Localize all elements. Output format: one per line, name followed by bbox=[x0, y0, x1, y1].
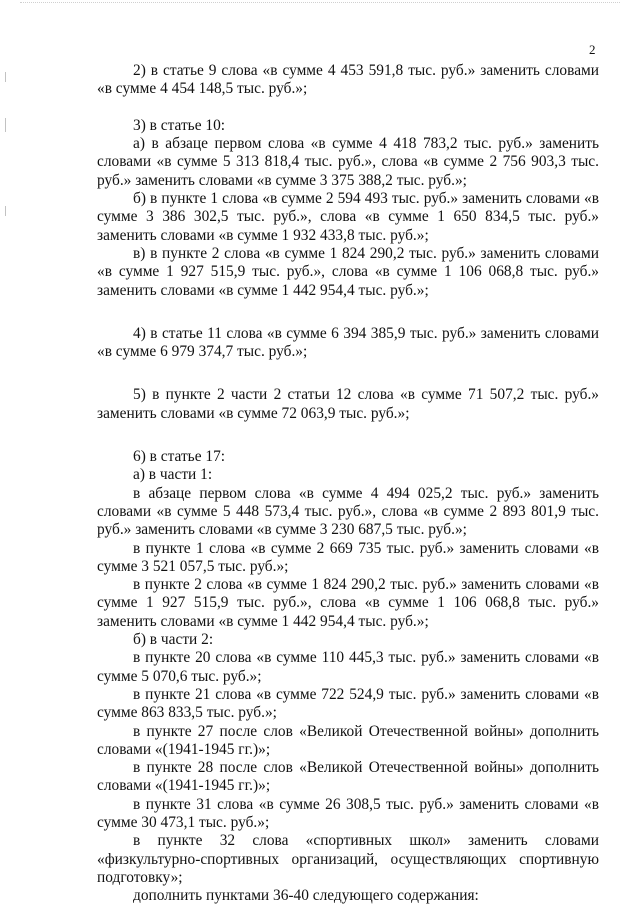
paragraph-item-2: 2) в статье 9 слова «в сумме 4 453 591,8 тыс. руб.» заменить словами «в сумме 4 454 148,5 тыс. руб.»; bbox=[97, 62, 599, 98]
paragraph-item-6a-3: в пункте 2 слова «в сумме 1 824 290,2 тыс. руб.» заменить словами «в сумме 1 927 515,9 тыс. руб.», слова «в сумме 1 106 068,8 тыс. руб.» заменить словами «в сумме 1 442 954,4 тыс. руб.»; bbox=[97, 576, 599, 630]
paragraph-item-6a-1: в абзаце первом слова «в сумме 4 494 025,2 тыс. руб.» заменить словами «в сумме 5 448 573,4 тыс. руб.», слова «в сумме 2 893 801,9 тыс. руб.» заменить словами «в сумме 3 230 687,5 тыс. руб.»; bbox=[97, 484, 599, 539]
spacer bbox=[97, 361, 599, 386]
paragraph-item-6b-3: в пункте 27 после слов «Великой Отечественной войны» дополнить словами «(1941-1945 гг.)»; bbox=[97, 722, 599, 758]
paragraph-item-6b-1: в пункте 20 слова «в сумме 110 445,3 тыс. руб.» заменить словами «в сумме 5 070,6 тыс. руб.»; bbox=[97, 649, 599, 685]
paragraph-item-6b-heading: б) в части 2: bbox=[133, 631, 214, 649]
scan-artifact-top bbox=[20, 2, 620, 7]
paragraph-item-6b-4: в пункте 28 после слов «Великой Отечественной войны» дополнить словами «(1941-1945 гг.)»; bbox=[97, 759, 599, 795]
scan-artifact-left bbox=[5, 206, 6, 216]
paragraph-item-4: 4) в статье 11 слова «в сумме 6 394 385,9 тыс. руб.» заменить словами «в сумме 6 979 374,7 тыс. руб.»; bbox=[97, 324, 599, 361]
paragraph-item-3b: б) в пункте 1 слова «в сумме 2 594 493 тыс. руб.» заменить словами «в сумме 3 386 302,5 тыс. руб.», слова «в сумме 1 650 834,5 тыс. руб.» заменить словами «в сумме 1 932 433,8 тыс. руб.»; bbox=[97, 190, 599, 244]
paragraph-item-6a-heading: а) в части 1: bbox=[133, 466, 213, 484]
paragraph-item-5: 5) в пункте 2 части 2 статьи 12 слова «в сумме 71 507,2 тыс. руб.» заменить словами «в сумме 72 063,9 тыс. руб.»; bbox=[97, 386, 599, 422]
document-body bbox=[97, 62, 599, 905]
paragraph-item-6b-6: в пункте 32 слова «спортивных школ» заменить словами «физкультурно-спортивных организаций, осуществляющих спортивную подготовку»; bbox=[97, 832, 599, 886]
paragraph-item-6-heading: 6) в статье 17: bbox=[133, 448, 226, 466]
spacer bbox=[97, 423, 599, 448]
paragraph-item-3v: в) в пункте 2 слова «в сумме 1 824 290,2 тыс. руб.» заменить словами «в сумме 1 927 515,9 тыс. руб.», слова «в сумме 1 106 068,8 тыс. руб.» заменить словами «в сумме 1 442 954,4 тыс. руб.»; bbox=[97, 244, 599, 299]
paragraph-item-3-heading: 3) в статье 10: bbox=[133, 116, 226, 134]
paragraph-item-3a: а) в абзаце первом слова «в сумме 4 418 783,2 тыс. руб.» заменить словами «в сумме 5 313 818,4 тыс. руб.», слова «в сумме 2 756 903,3 тыс. руб.» заменить словами «в сумме 3 375 388,2 тыс. руб.»; bbox=[97, 135, 599, 189]
page-number: 2 bbox=[589, 42, 596, 57]
paragraph-item-6a-2: в пункте 1 слова «в сумме 2 669 735 тыс. руб.» заменить словами «в сумме 3 521 057,5 тыс. руб.»; bbox=[97, 539, 599, 575]
paragraph-item-6b-7: дополнить пунктами 36-40 следующего содержания: bbox=[133, 887, 479, 905]
paragraph-item-6b-2: в пункте 21 слова «в сумме 722 524,9 тыс. руб.» заменить словами «в сумме 863 833,5 тыс. руб.»; bbox=[97, 685, 599, 722]
paragraph-item-6b-5: в пункте 31 слова «в сумме 26 308,5 тыс. руб.» заменить словами «в сумме 30 473,1 тыс. руб.»; bbox=[97, 795, 599, 831]
scan-artifact-left bbox=[5, 118, 6, 132]
scan-artifact-left bbox=[5, 72, 6, 82]
spacer bbox=[97, 99, 599, 117]
spacer bbox=[97, 300, 599, 325]
